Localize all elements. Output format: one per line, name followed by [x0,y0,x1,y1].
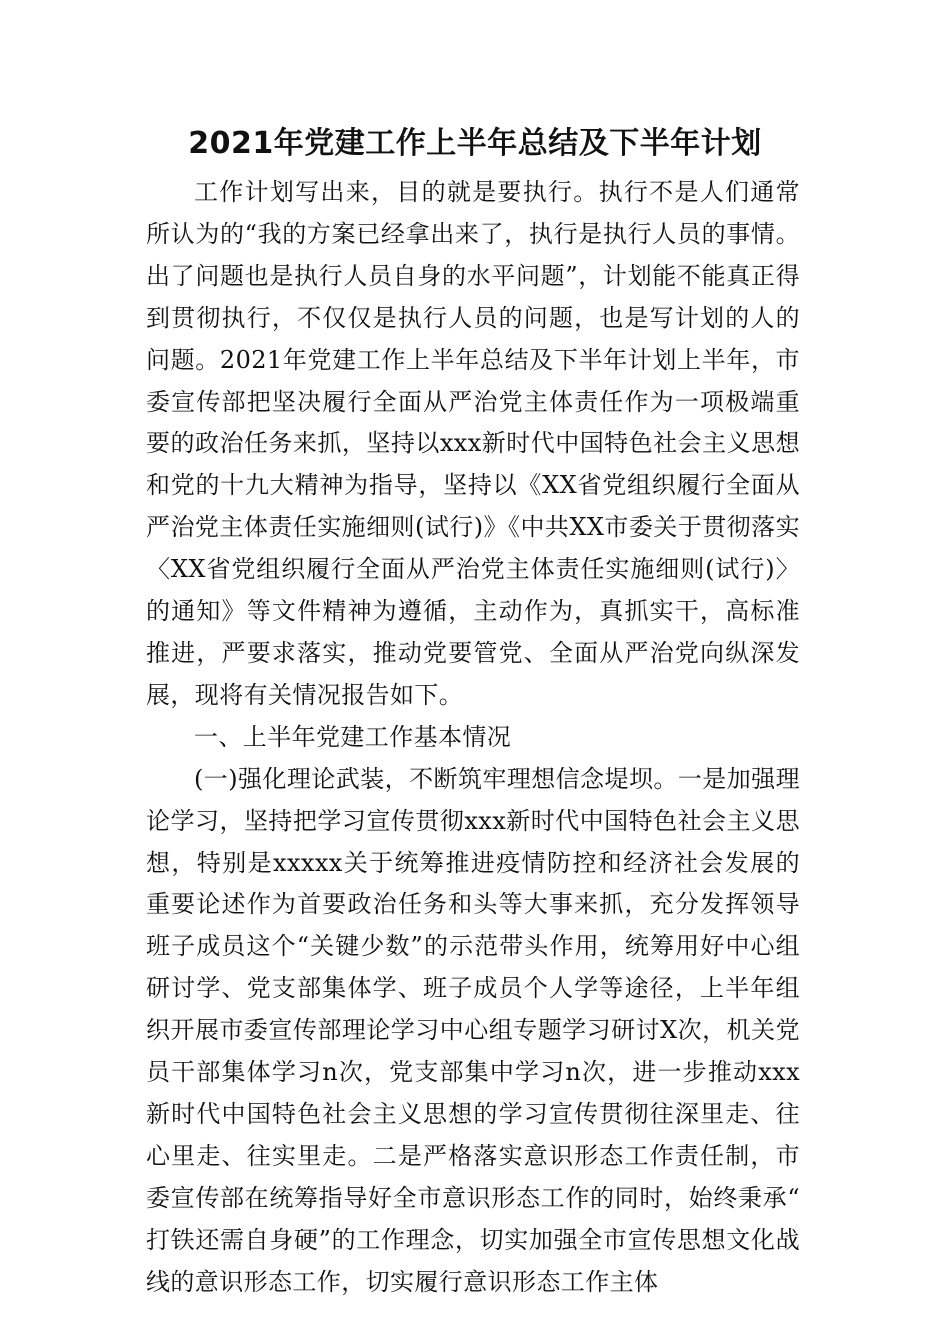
paragraph-theory: (一)强化理论武装，不断筑牢理想信念堤坝。一是加强理论学习，坚持把学习宣传贯彻xxx新时代中国特色社会主义思想，特别是xxxxx关于统筹推进疫情防控和经济社会发展的重要论述作为首要政治任务和头等大事来抓，充分发挥领导班子成员这个“关键少数”的示范带头作用，统筹用好中心组研讨学、党支部集体学、班子成员个人学等途径，上半年组织开展市委宣传部理论学习中心组专题学习研讨X次，机关党员干部集体学习n次，党支部集中学习n次，进一步推动xxx新时代中国特色社会主义思想的学习宣传贯彻往深里走、往心里走、往实里走。二是严格落实意识形态工作责任制，市委宣传部在统筹指导好全市意识形态工作的同时，始终秉承“打铁还需自身硬”的工作理念，切实加强全市宣传思想文化战线的意识形态工作，切实履行意识形态工作主体 [146,764,800,1296]
section-heading: 一、上半年党建工作基本情况 [194,722,512,751]
document-body [146,172,800,1303]
document-title: 2021年党建工作上半年总结及下半年计划 [188,126,762,161]
paragraph-intro: 工作计划写出来，目的就是要执行。执行不是人们通常所认为的“我的方案已经拿出来了，执行是执行人员的事情。出了问题也是执行人员自身的水平问题”，计划能不能真正得到贯彻执行，不仅仅是执行人员的问题，也是写计划的人的问题。2021年党建工作上半年总结及下半年计划上半年，市委宣传部把坚决履行全面从严治党主体责任作为一项极端重要的政治任务来抓，坚持以xxx新时代中国特色社会主义思想和党的十九大精神为指导，坚持以《XX省党组织履行全面从严治党主体责任实施细则(试行)》《中共XX市委关于贯彻落实〈XX省党组织履行全面从严治党主体责任实施细则(试行)〉的通知》等文件精神为遵循，主动作为，真抓实干，高标准推进，严要求落实，推动党要管党、全面从严治党向纵深发展，现将有关情况报告如下。 [146,178,800,709]
